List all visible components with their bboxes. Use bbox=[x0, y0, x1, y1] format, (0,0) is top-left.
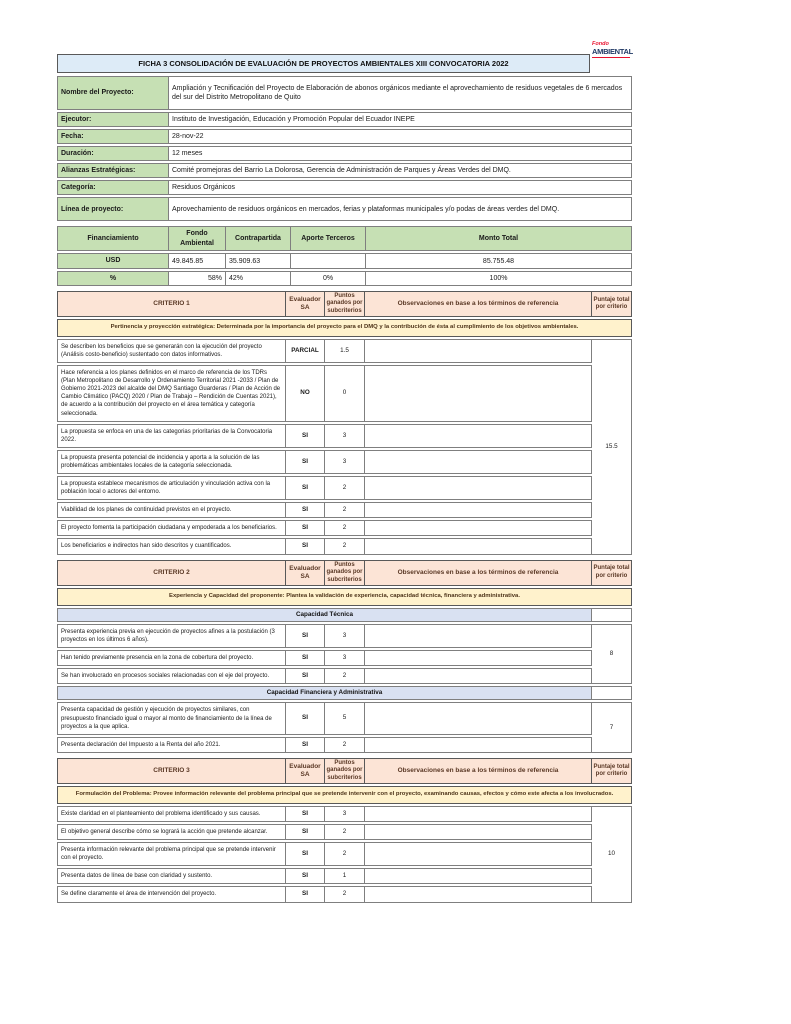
puntos-value: 5 bbox=[325, 702, 365, 734]
observaciones-cell bbox=[365, 650, 592, 666]
criterion-row bbox=[57, 538, 632, 554]
pct-contrapartida-value: 42% bbox=[226, 271, 291, 286]
evaluador-value: SI bbox=[286, 842, 325, 866]
criterion-row bbox=[57, 365, 632, 422]
observaciones-cell bbox=[365, 702, 592, 734]
usd-total-value: 85.755.48 bbox=[366, 253, 632, 269]
criterion-row bbox=[57, 806, 632, 822]
evaluador-value: SI bbox=[286, 476, 325, 500]
observaciones-cell bbox=[365, 502, 592, 518]
info-row bbox=[57, 146, 632, 161]
criterion-row bbox=[57, 702, 632, 734]
logo-text-ambiental: AMBIENTAL bbox=[592, 46, 633, 56]
observaciones-header: Observaciones en base a los términos de referencia bbox=[365, 758, 592, 785]
info-label: Alianzas Estratégicas: bbox=[57, 163, 169, 178]
criterion-banner: Pertinencia y proyección estratégica: Determinada por la importancia del proyecto para el DMQ y la contribución de ésta al cumplimiento de los objetivos ambientales. bbox=[57, 319, 632, 337]
criterion-title: CRITERIO 3 bbox=[57, 758, 286, 785]
observaciones-cell bbox=[365, 806, 592, 822]
observaciones-cell bbox=[365, 476, 592, 500]
criterion-row bbox=[57, 424, 632, 448]
info-row bbox=[57, 180, 632, 195]
capacity-subheader: Capacidad Técnica bbox=[57, 608, 592, 622]
puntos-value: 2 bbox=[325, 538, 365, 554]
criterion-text: La propuesta presenta potencial de incidencia y aporta a la solución de las problemáticas ambientales locales de la categoría seleccionada. bbox=[57, 450, 286, 474]
criterion-row bbox=[57, 668, 632, 684]
usd-fondo-value: 49.845.85 bbox=[169, 253, 226, 269]
criterion-row bbox=[57, 624, 632, 648]
evaluador-value: SI bbox=[286, 502, 325, 518]
info-value: Ampliación y Tecnificación del Proyecto de Elaboración de abonos orgánicos mediante el aprovechamiento de residuos vegetales de 6 mercados del sur del Distrito Metropolitano de Quito bbox=[169, 76, 632, 110]
puntaje-header: Puntaje total por criterio bbox=[592, 291, 632, 318]
criterion-row bbox=[57, 824, 632, 840]
financing-header-fondo-ambiental: Fondo Ambiental bbox=[169, 226, 226, 250]
puntos-value: 0 bbox=[325, 365, 365, 422]
puntos-value: 2 bbox=[325, 668, 365, 684]
criterion-text: Se describen los beneficios que se generarán con la ejecución del proyecto (Análisis costo-beneficio) sustentado con datos informativos. bbox=[57, 339, 286, 363]
criterion-title: CRITERIO 1 bbox=[57, 291, 286, 318]
info-row bbox=[57, 129, 632, 144]
page-title: FICHA 3 CONSOLIDACIÓN DE EVALUACIÓN DE PROYECTOS AMBIENTALES XIII CONVOCATORIA 2022 bbox=[57, 54, 590, 73]
criterion-text: El objetivo general describe cómo se logrará la acción que pretende alcanzar. bbox=[57, 824, 286, 840]
observaciones-cell bbox=[365, 668, 592, 684]
observaciones-header: Observaciones en base a los términos de referencia bbox=[365, 560, 592, 587]
criterion-row bbox=[57, 476, 632, 500]
info-row bbox=[57, 163, 632, 178]
sheet-content bbox=[57, 54, 634, 905]
project-info-table bbox=[57, 74, 632, 223]
criterion-text: Hace referencia a los planes definidos en el marco de referencia de los TDRs (Plan Metropolitano de Desarrollo y Ordenamiento Territorial 2021 -2033 / Plan de Gobierno 2021-2023 del alcalde del DMQ Santiago Guarderas / Plan de Acción de Cambio Climático (PACQ) 2020 / Plan de Trabajo – Rendición de Cuentas 2021), de acuerdo a la contribución del proyecto en el área temática y categoría seleccionada. bbox=[57, 365, 286, 422]
usd-contrapartida-value: 35.909.63 bbox=[226, 253, 291, 269]
observaciones-cell bbox=[365, 868, 592, 884]
criteria-table bbox=[57, 756, 632, 905]
criterion-text: La propuesta establece mecanismos de articulación y vinculación activa con la población local o actores del entorno. bbox=[57, 476, 286, 500]
criteria-header-row bbox=[57, 291, 632, 318]
info-label: Fecha: bbox=[57, 129, 169, 144]
criterion-text: Presenta experiencia previa en ejecución de proyectos afines a la postulación (3 proyectos en los últimos 6 años). bbox=[57, 624, 286, 648]
evaluador-value: SI bbox=[286, 624, 325, 648]
usd-aporte-value bbox=[291, 253, 366, 269]
financing-table bbox=[57, 224, 632, 287]
financing-header-contrapartida: Contrapartida bbox=[226, 226, 291, 250]
criterion-banner-row bbox=[57, 319, 632, 337]
puntos-value: 2 bbox=[325, 842, 365, 866]
criterion-row bbox=[57, 502, 632, 518]
observaciones-cell bbox=[365, 450, 592, 474]
empty-cell bbox=[592, 608, 632, 622]
info-label: Ejecutor: bbox=[57, 112, 169, 127]
criterion-text: El proyecto fomenta la participación ciudadana y empoderada a los beneficiarios. bbox=[57, 520, 286, 536]
observaciones-cell bbox=[365, 538, 592, 554]
criterion-text: Se han involucrado en procesos sociales relacionadas con el eje del proyecto. bbox=[57, 668, 286, 684]
observaciones-cell bbox=[365, 520, 592, 536]
info-value: Comité promejoras del Barrio La Dolorosa, Gerencia de Administración de Parques y Áreas Verdes del DMQ. bbox=[169, 163, 632, 178]
pct-aporte-value: 0% bbox=[291, 271, 366, 286]
info-value: 28-nov-22 bbox=[169, 129, 632, 144]
puntaje-total-value: 15.5 bbox=[592, 339, 632, 555]
criterion-text: Existe claridad en el planteamiento del problema identificado y sus causas. bbox=[57, 806, 286, 822]
puntos-value: 2 bbox=[325, 886, 365, 902]
puntos-value: 1.5 bbox=[325, 339, 365, 363]
capacity-subheader-row bbox=[57, 608, 632, 622]
puntos-value: 3 bbox=[325, 624, 365, 648]
criterion-row bbox=[57, 450, 632, 474]
criterion-text: Han tenido previamente presencia en la zona de cobertura del proyecto. bbox=[57, 650, 286, 666]
info-table-body bbox=[57, 76, 632, 221]
evaluador-value: SI bbox=[286, 424, 325, 448]
financing-header-row bbox=[57, 226, 632, 250]
puntaje-total-value: 10 bbox=[592, 806, 632, 903]
criterion-text: Se define claramente el área de intervención del proyecto. bbox=[57, 886, 286, 902]
evaluador-value: SI bbox=[286, 702, 325, 734]
observaciones-cell bbox=[365, 824, 592, 840]
puntos-value: 1 bbox=[325, 868, 365, 884]
criterion-row bbox=[57, 520, 632, 536]
evaluador-value: SI bbox=[286, 824, 325, 840]
criterion-text: Presenta datos de línea de base con claridad y sustento. bbox=[57, 868, 286, 884]
financing-pct-row bbox=[57, 271, 632, 286]
puntos-value: 3 bbox=[325, 450, 365, 474]
info-label: Duración: bbox=[57, 146, 169, 161]
puntos-header: Puntos ganados por subcriterios bbox=[325, 560, 365, 587]
criterion-banner-row bbox=[57, 786, 632, 804]
evaluador-value: SI bbox=[286, 868, 325, 884]
criteria-header-row bbox=[57, 758, 632, 785]
puntos-value: 3 bbox=[325, 650, 365, 666]
evaluador-sa-header: Evaluador SA bbox=[286, 758, 325, 785]
criterion-text: Presenta información relevante del problema principal que se pretende intervenir con el proyecto. bbox=[57, 842, 286, 866]
info-label: Categoría: bbox=[57, 180, 169, 195]
evaluador-value: PARCIAL bbox=[286, 339, 325, 363]
info-value: 12 meses bbox=[169, 146, 632, 161]
evaluador-value: SI bbox=[286, 538, 325, 554]
evaluador-value: SI bbox=[286, 886, 325, 902]
info-value: Aprovechamiento de residuos orgánicos en mercados, ferias y plataformas municipales y/o podas de áreas verdes del DMQ. bbox=[169, 197, 632, 221]
info-value: Instituto de Investigación, Educación y Promoción Popular del Ecuador INEPE bbox=[169, 112, 632, 127]
observaciones-cell bbox=[365, 842, 592, 866]
criteria-table bbox=[57, 289, 632, 557]
info-label: Nombre del Proyecto: bbox=[57, 76, 169, 110]
criterion-row bbox=[57, 737, 632, 753]
puntos-value: 2 bbox=[325, 476, 365, 500]
criterion-row bbox=[57, 886, 632, 902]
criterion-banner: Experiencia y Capacidad del proponente: Plantea la validación de experiencia, capacidad técnica, financiera y administrativa. bbox=[57, 588, 632, 606]
evaluador-value: NO bbox=[286, 365, 325, 422]
evaluador-value: SI bbox=[286, 668, 325, 684]
puntos-value: 3 bbox=[325, 424, 365, 448]
criterion-title: CRITERIO 2 bbox=[57, 560, 286, 587]
criteria-header-row bbox=[57, 560, 632, 587]
info-row bbox=[57, 76, 632, 110]
observaciones-cell bbox=[365, 365, 592, 422]
capacity-subheader: Capacidad Financiera y Administrativa bbox=[57, 686, 592, 700]
evaluador-value: SI bbox=[286, 450, 325, 474]
evaluador-sa-header: Evaluador SA bbox=[286, 560, 325, 587]
criterion-row bbox=[57, 842, 632, 866]
logo-text-fondo: Fondo bbox=[592, 41, 609, 47]
puntaje-header: Puntaje total por criterio bbox=[592, 758, 632, 785]
criterion-text: Presenta declaración del Impuesto a la Renta del año 2021. bbox=[57, 737, 286, 753]
criterion-row bbox=[57, 339, 632, 363]
evaluador-sa-header: Evaluador SA bbox=[286, 291, 325, 318]
observaciones-header: Observaciones en base a los términos de referencia bbox=[365, 291, 592, 318]
info-row bbox=[57, 197, 632, 221]
observaciones-cell bbox=[365, 624, 592, 648]
puntos-value: 2 bbox=[325, 824, 365, 840]
criteria-sections bbox=[57, 289, 634, 905]
criterion-text: La propuesta se enfoca en una de las categorias prioritarias de la Convocatoria 2022. bbox=[57, 424, 286, 448]
criterion-banner-row bbox=[57, 588, 632, 606]
observaciones-cell bbox=[365, 339, 592, 363]
puntaje-total-value: 8 bbox=[592, 624, 632, 684]
puntos-value: 2 bbox=[325, 520, 365, 536]
criterion-text: Presenta capacidad de gestión y ejecución de proyectos similares, con presupuesto financiado igual o mayor al monto de financiamiento de la línea de proyectos a la que aplica. bbox=[57, 702, 286, 734]
observaciones-cell bbox=[365, 737, 592, 753]
puntos-value: 3 bbox=[325, 806, 365, 822]
criterion-banner: Formulación del Problema: Provee información relevante del problema principal que se pretende intervenir con el proyecto, examinando causas, efectos y cómo este afecta a los involucrados. bbox=[57, 786, 632, 804]
info-value: Residuos Orgánicos bbox=[169, 180, 632, 195]
capacity-subheader-row bbox=[57, 686, 632, 700]
pct-total-value: 100% bbox=[366, 271, 632, 286]
usd-label: USD bbox=[57, 253, 169, 269]
evaluador-value: SI bbox=[286, 650, 325, 666]
evaluador-value: SI bbox=[286, 737, 325, 753]
financing-header-monto-total: Monto Total bbox=[366, 226, 632, 250]
financing-usd-row bbox=[57, 253, 632, 269]
criteria-table bbox=[57, 558, 632, 755]
puntos-value: 2 bbox=[325, 502, 365, 518]
puntos-value: 2 bbox=[325, 737, 365, 753]
criterion-text: Viabilidad de los planes de continuidad previstos en el proyecto. bbox=[57, 502, 286, 518]
criterion-row bbox=[57, 868, 632, 884]
financing-header-financiamiento: Financiamiento bbox=[57, 226, 169, 250]
puntaje-total-value: 7 bbox=[592, 702, 632, 752]
empty-cell bbox=[592, 686, 632, 700]
puntaje-header: Puntaje total por criterio bbox=[592, 560, 632, 587]
puntos-header: Puntos ganados por subcriterios bbox=[325, 291, 365, 318]
criterion-row bbox=[57, 650, 632, 666]
evaluador-value: SI bbox=[286, 520, 325, 536]
pct-fondo-value: 58% bbox=[169, 271, 226, 286]
pct-label: % bbox=[57, 271, 169, 286]
info-label: Línea de proyecto: bbox=[57, 197, 169, 221]
puntos-header: Puntos ganados por subcriterios bbox=[325, 758, 365, 785]
observaciones-cell bbox=[365, 886, 592, 902]
evaluador-value: SI bbox=[286, 806, 325, 822]
criterion-text: Los beneficiarios e indirectos han sido descritos y cuantificados. bbox=[57, 538, 286, 554]
info-row bbox=[57, 112, 632, 127]
financing-header-aporte-terceros: Aporte Terceros bbox=[291, 226, 366, 250]
observaciones-cell bbox=[365, 424, 592, 448]
